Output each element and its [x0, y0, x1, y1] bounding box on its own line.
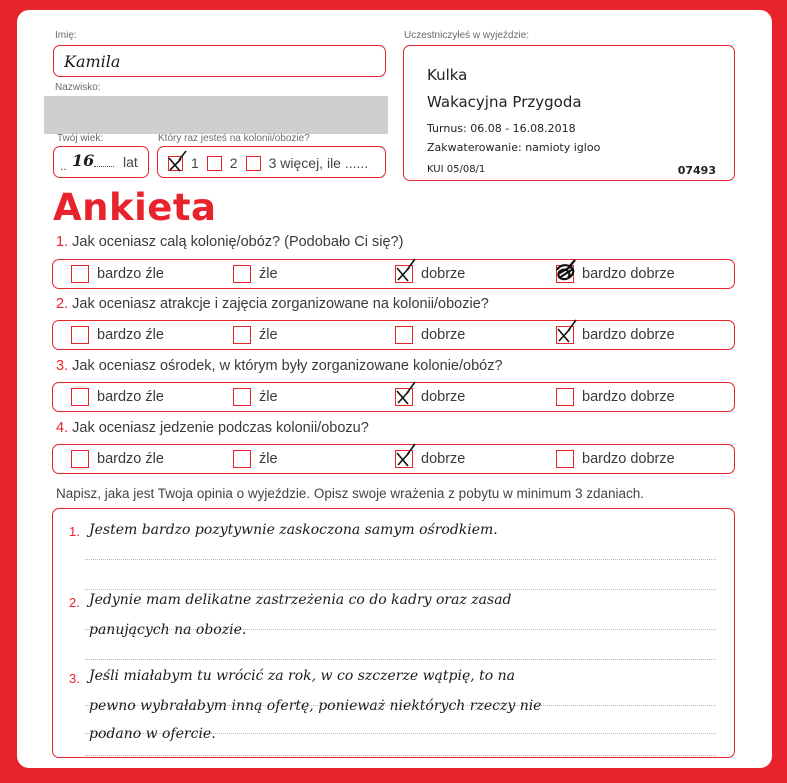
answer-number: 3. — [69, 671, 80, 686]
rating-label: dobrze — [421, 327, 466, 343]
rating-option[interactable] — [71, 383, 164, 411]
rating-option[interactable] — [395, 260, 465, 288]
times-option-3: 3 więcej, ile ...... — [268, 155, 369, 171]
age-unit: lat — [123, 154, 138, 170]
question-text: Jak oceniasz jedzenie podczas kolonii/obozu? — [72, 420, 369, 436]
question-4 — [56, 420, 369, 436]
trip-company: Kulka — [427, 66, 468, 84]
rating-option[interactable] — [556, 260, 675, 288]
rating-checkbox[interactable] — [395, 388, 413, 406]
rating-option[interactable] — [233, 260, 278, 288]
age-label: Twój wiek: — [57, 133, 104, 144]
rating-label: źle — [259, 266, 278, 282]
question-number: 1. — [56, 234, 69, 250]
answer-line: Jeśli miałabym tu wrócić za rok, w co szczerze wątpię, to na — [89, 668, 516, 684]
rating-option[interactable] — [233, 321, 278, 349]
rating-label: dobrze — [421, 389, 466, 405]
answer-line: panujących na obozie. — [89, 622, 247, 638]
rating-row-2 — [52, 320, 735, 350]
rating-label: bardzo dobrze — [582, 389, 675, 405]
opinion-prompt: Napisz, jaka jest Twoja opinia o wyjeździe. Opisz swoje wrażenia z pobytu w minimum 3 zdaniach. — [56, 486, 645, 501]
rating-row-1 — [52, 259, 735, 289]
rating-label: bardzo dobrze — [582, 451, 675, 467]
trip-accommodation: Zakwaterowanie: namioty igloo — [427, 141, 601, 154]
name-field[interactable] — [53, 45, 386, 77]
check-mark-icon — [393, 258, 417, 284]
rating-checkbox[interactable] — [233, 265, 251, 283]
name-value: Kamila — [64, 52, 121, 71]
rating-checkbox[interactable] — [556, 326, 574, 344]
scribble-icon — [554, 258, 578, 284]
rating-label: dobrze — [421, 451, 466, 467]
survey-title: Ankieta — [53, 186, 217, 229]
rating-checkbox[interactable] — [395, 265, 413, 283]
check-mark-icon — [166, 149, 190, 175]
rating-checkbox[interactable] — [233, 326, 251, 344]
rating-checkbox[interactable] — [71, 265, 89, 283]
times-label: Który raz jesteś na kolonii/obozie? — [158, 133, 310, 144]
trip-label: Uczestniczyłeś w wyjeździe: — [404, 30, 530, 41]
rating-option[interactable] — [233, 445, 278, 473]
surname-redacted-block — [44, 96, 388, 134]
rating-row-3 — [52, 382, 735, 412]
rating-option[interactable] — [556, 445, 675, 473]
rating-label: bardzo dobrze — [582, 266, 675, 282]
age-field[interactable] — [53, 146, 149, 178]
times-field — [157, 146, 386, 178]
rating-checkbox[interactable] — [556, 450, 574, 468]
rating-label: dobrze — [421, 266, 466, 282]
ruled-line — [85, 589, 716, 590]
rating-row-4 — [52, 444, 735, 474]
surname-label: Nazwisko: — [55, 82, 101, 93]
times-checkbox-2[interactable] — [207, 156, 222, 171]
answer-line: pewno wybrałabym inną ofertę, ponieważ niektórych rzeczy nie — [89, 698, 542, 714]
age-dotted-line — [94, 166, 114, 167]
question-1 — [56, 234, 403, 250]
ruled-line — [85, 659, 716, 660]
check-mark-icon — [393, 381, 417, 407]
rating-label: źle — [259, 451, 278, 467]
rating-option[interactable] — [71, 321, 164, 349]
rating-option[interactable] — [395, 321, 465, 349]
times-checkbox-1[interactable] — [168, 156, 183, 171]
trip-number: 07493 — [677, 164, 716, 177]
question-text: Jak oceniasz calą kolonię/obóz? (Podobało Ci się?) — [72, 234, 404, 250]
name-label: Imię: — [55, 30, 77, 41]
check-mark-icon — [393, 443, 417, 469]
age-value: 16 — [72, 151, 95, 170]
rating-checkbox[interactable] — [71, 326, 89, 344]
question-number: 2. — [56, 296, 69, 312]
trip-turnus: Turnus: 06.08 - 16.08.2018 — [427, 122, 576, 135]
check-mark-icon — [554, 319, 578, 345]
times-option-1: 1 — [191, 155, 199, 171]
question-3 — [56, 358, 503, 374]
rating-checkbox[interactable] — [395, 326, 413, 344]
question-number: 3. — [56, 358, 69, 374]
rating-checkbox[interactable] — [71, 450, 89, 468]
rating-checkbox[interactable] — [233, 450, 251, 468]
trip-info-box — [403, 45, 735, 181]
ruled-line — [85, 559, 716, 560]
question-2 — [56, 296, 489, 312]
ruled-line — [85, 755, 716, 756]
rating-option[interactable] — [71, 445, 164, 473]
rating-label: bardzo źle — [97, 327, 164, 343]
answer-line: Jedynie mam delikatne zastrzeżenia co do kadry oraz zasad — [89, 592, 512, 608]
rating-option[interactable] — [556, 383, 675, 411]
answer-number: 2. — [69, 595, 80, 610]
rating-option[interactable] — [71, 260, 164, 288]
rating-label: bardzo źle — [97, 266, 164, 282]
rating-label: bardzo źle — [97, 389, 164, 405]
rating-option[interactable] — [233, 383, 278, 411]
times-checkbox-3[interactable] — [246, 156, 261, 171]
times-option-2: 2 — [229, 155, 238, 171]
rating-checkbox[interactable] — [556, 265, 574, 283]
rating-label: źle — [259, 327, 278, 343]
opinion-box[interactable] — [52, 508, 735, 758]
question-text: Jak oceniasz atrakcje i zajęcia zorganizowane na kolonii/obozie? — [72, 296, 489, 312]
rating-checkbox[interactable] — [556, 388, 574, 406]
rating-option[interactable] — [395, 445, 465, 473]
trip-program: Wakacyjna Przygoda — [427, 93, 582, 111]
rating-label: źle — [259, 389, 278, 405]
rating-checkbox[interactable] — [395, 450, 413, 468]
rating-label: bardzo dobrze — [582, 327, 675, 343]
answer-number: 1. — [69, 524, 80, 539]
rating-checkbox[interactable] — [233, 388, 251, 406]
question-number: 4. — [56, 420, 69, 436]
trip-code: KUI 05/08/1 — [427, 164, 486, 175]
rating-option[interactable] — [556, 321, 675, 349]
rating-checkbox[interactable] — [71, 388, 89, 406]
answer-line: Jestem bardzo pozytywnie zaskoczona samym ośrodkiem. — [89, 522, 498, 538]
age-dots: .. — [60, 159, 67, 173]
rating-option[interactable] — [395, 383, 465, 411]
rating-label: bardzo źle — [97, 451, 164, 467]
answer-line: podano w ofercie. — [89, 726, 216, 742]
question-text: Jak oceniasz ośrodek, w którym były zorganizowane kolonie/obóz? — [72, 358, 503, 374]
